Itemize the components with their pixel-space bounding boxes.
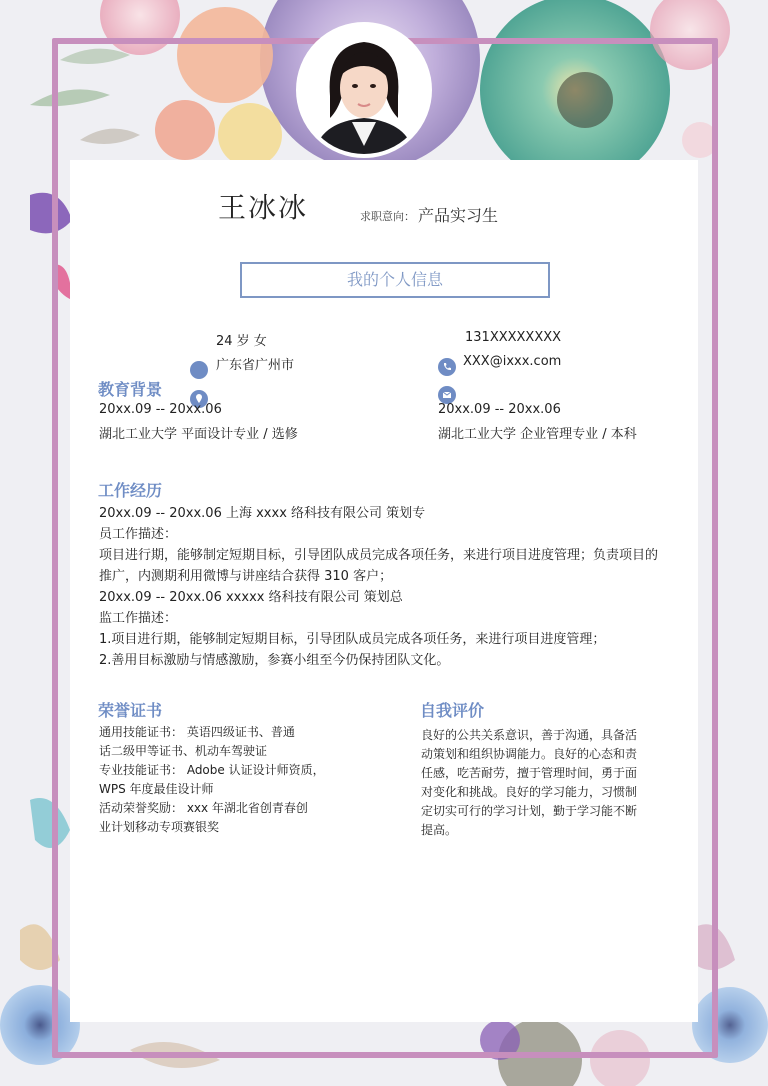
candidate-name: 王冰冰 <box>218 191 309 224</box>
honor-line: 话二级甲等证书、机动车驾驶证 <box>99 744 268 758</box>
work-line: 员工作描述： <box>99 527 178 542</box>
email-text: XXX@ixxx.com <box>463 354 562 369</box>
work-line: 20xx.09 -- 20xx.06 xxxxx 络科技有限公司 策划总 <box>99 590 403 605</box>
phone-text: 131XXXXXXXX <box>465 330 562 345</box>
work-description <box>99 503 658 671</box>
self-eval-line: 动策划和组织协调能力。良好的心态和责 <box>421 747 638 761</box>
self-eval-text <box>421 726 637 840</box>
location-text: 广东省广州市 <box>216 358 295 373</box>
profile-photo <box>296 22 432 158</box>
work-line: 监工作描述： <box>99 611 178 626</box>
personal-info-heading: 我的个人信息 <box>240 262 550 298</box>
work-line: 2.善用目标激励与情感激励，参赛小组至今仍保持团队文化。 <box>99 653 450 668</box>
honor-line: 专业技能证书： Adobe 认证设计师资质， <box>99 763 325 777</box>
self-eval-heading: 自我评价 <box>420 701 485 720</box>
job-intent-label: 求职意向： <box>360 210 415 223</box>
education-left-date: 20xx.09 -- 20xx.06 <box>99 402 222 417</box>
self-eval-line: 定切实可行的学习计划，勤于学习能不断 <box>421 804 638 818</box>
honor-line: 活动荣誉奖励： xxx 年湖北省创青春创 <box>99 801 308 815</box>
avatar-icon <box>300 26 428 154</box>
honor-line: 业计划移动专项赛银奖 <box>99 820 220 834</box>
honors-heading: 荣誉证书 <box>98 701 163 720</box>
work-line: 1.项目进行期，能够制定短期目标，引导团队成员完成各项任务，来进行项目进度管理； <box>99 632 606 647</box>
work-line: 推广，内测期利用微博与讲座结合获得 310 客户； <box>99 569 393 584</box>
honors-list <box>99 723 325 837</box>
location-icon <box>190 361 208 379</box>
work-heading: 工作经历 <box>98 481 163 500</box>
education-right-school: 湖北工业大学 企业管理专业 / 本科 <box>438 427 637 442</box>
self-eval-line: 对变化和挑战。良好的学习能力，习惯制 <box>421 785 638 799</box>
phone-icon <box>438 358 456 376</box>
work-line: 项目进行期，能够制定短期目标，引导团队成员完成各项任务，来进行项目进度管理；负责项目的 <box>99 548 659 563</box>
honor-line: 通用技能证书： 英语四级证书、普通 <box>99 725 295 739</box>
age-gender: 24 岁 女 <box>216 334 267 349</box>
work-line: 20xx.09 -- 20xx.06 上海 xxxx 络科技有限公司 策划专 <box>99 506 426 521</box>
education-heading: 教育背景 <box>98 380 163 399</box>
self-eval-line: 良好的公共关系意识，善于沟通，具备活 <box>421 728 638 742</box>
education-left-school: 湖北工业大学 平面设计专业 / 选修 <box>99 427 298 442</box>
self-eval-line: 提高。 <box>421 823 458 837</box>
self-eval-line: 任感，吃苦耐劳，擅于管理时间，勇于面 <box>421 766 638 780</box>
education-right-date: 20xx.09 -- 20xx.06 <box>438 402 561 417</box>
honor-line: WPS 年度最佳设计师 <box>99 782 214 796</box>
job-intent-value: 产品实习生 <box>418 206 499 225</box>
